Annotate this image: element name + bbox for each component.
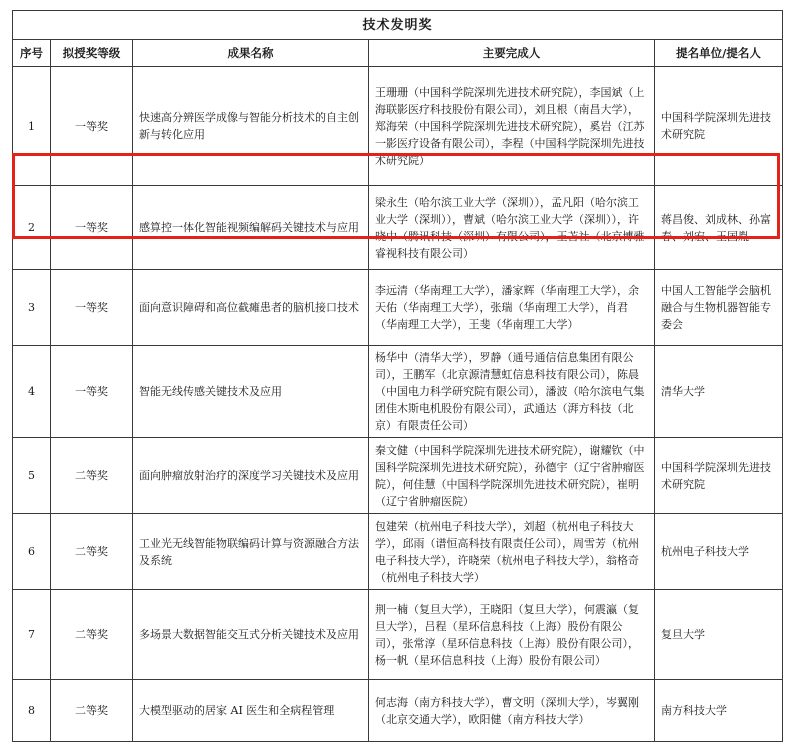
row-nominator: 蒋昌俊、刘成林、孙富春、刘宏、王国胤: [655, 186, 783, 270]
row-index: 6: [13, 514, 51, 590]
table-row: [13, 270, 783, 346]
row-level: 二等奖: [51, 680, 133, 742]
row-index: 4: [13, 346, 51, 438]
row-achievement: 快速高分辨医学成像与智能分析技术的自主创新与转化应用: [133, 67, 369, 186]
row-people: 何志海（南方科技大学），曹文明（深圳大学），岑翼刚（北京交通大学），欧阳健（南方科技大学）: [369, 680, 655, 742]
header-level: 拟授奖等级: [51, 40, 133, 67]
table-row: [13, 590, 783, 680]
table-row: [13, 514, 783, 590]
award-table-container: [12, 10, 782, 742]
row-index: 5: [13, 438, 51, 514]
row-nominator: 中国科学院深圳先进技术研究院: [655, 67, 783, 186]
row-index: 1: [13, 67, 51, 186]
row-nominator: 杭州电子科技大学: [655, 514, 783, 590]
row-level: 二等奖: [51, 438, 133, 514]
row-people: 荆一楠（复旦大学），王晓阳（复旦大学），何震瀛（复旦大学），吕程（星环信息科技（上海）股份有限公司），张常淳（星环信息科技（上海）股份有限公司），杨一帆（星环信息科技（上海）股份有限公司）: [369, 590, 655, 680]
row-achievement: 面向意识障碍和高位截瘫患者的脑机接口技术: [133, 270, 369, 346]
row-achievement: 面向肿瘤放射治疗的深度学习关键技术及应用: [133, 438, 369, 514]
row-people: 李远清（华南理工大学），潘家辉（华南理工大学），余天佑（华南理工大学），张瑞（华南理工大学），肖君（华南理工大学），王斐（华南理工大学）: [369, 270, 655, 346]
row-people: 王珊珊（中国科学院深圳先进技术研究院），李国斌（上海联影医疗科技股份有限公司），刘且根（南昌大学），郑海荣（中国科学院深圳先进技术研究院），奚岩（江苏一影医疗设备有限公司），李程（中国科学院深圳先进技术研究院）: [369, 67, 655, 186]
row-level: 二等奖: [51, 590, 133, 680]
award-table: [12, 10, 783, 742]
row-people: 秦文健（中国科学院深圳先进技术研究院），谢耀钦（中国科学院深圳先进技术研究院），孙德宇（辽宁省肿瘤医院），何佳慧（中国科学院深圳先进技术研究院），崔明（辽宁省肿瘤医院）: [369, 438, 655, 514]
row-index: 2: [13, 186, 51, 270]
row-people: 梁永生（哈尔滨工业大学（深圳）），孟凡阳（哈尔滨工业大学（深圳）），曹斌（哈尔滨工业大学（深圳）），许晓中（腾讯科技（深圳）有限公司），王苫社（北京博雅睿视科技有限公司）: [369, 186, 655, 270]
row-nominator: 中国科学院深圳先进技术研究院: [655, 438, 783, 514]
row-people: 包建荣（杭州电子科技大学），刘超（杭州电子科技大学），邱雨（谱恒高科技有限责任公司），周雪芳（杭州电子科技大学），许晓荣（杭州电子科技大学），翁格奇（杭州电子科技大学）: [369, 514, 655, 590]
table-row: [13, 67, 783, 186]
row-achievement: 感算控一体化智能视频编解码关键技术与应用: [133, 186, 369, 270]
row-level: 一等奖: [51, 346, 133, 438]
table-row: [13, 346, 783, 438]
row-index: 3: [13, 270, 51, 346]
row-level: 一等奖: [51, 186, 133, 270]
row-achievement: 大模型驱动的居家 AI 医生和全病程管理: [133, 680, 369, 742]
row-nominator: 清华大学: [655, 346, 783, 438]
row-nominator: 中国人工智能学会脑机融合与生物机器智能专委会: [655, 270, 783, 346]
table-row: [13, 680, 783, 742]
header-index: 序号: [13, 40, 51, 67]
table-row: [13, 438, 783, 514]
row-achievement: 多场景大数据智能交互式分析关键技术及应用: [133, 590, 369, 680]
table-row: [13, 186, 783, 270]
header-achievement: 成果名称: [133, 40, 369, 67]
row-index: 7: [13, 590, 51, 680]
row-achievement: 工业光无线智能物联编码计算与资源融合方法及系统: [133, 514, 369, 590]
row-people: 杨华中（清华大学），罗静（通号通信信息集团有限公司），王鹏军（北京源清慧虹信息科技有限公司），陈晨（中国电力科学研究院有限公司），潘波（哈尔滨电气集团佳木斯电机股份有限公司），武通达（湃方科技（北京）有限责任公司）: [369, 346, 655, 438]
row-level: 一等奖: [51, 67, 133, 186]
row-nominator: 南方科技大学: [655, 680, 783, 742]
row-nominator: 复旦大学: [655, 590, 783, 680]
row-achievement: 智能无线传感关键技术及应用: [133, 346, 369, 438]
table-title: 技术发明奖: [13, 11, 783, 40]
row-index: 8: [13, 680, 51, 742]
row-level: 一等奖: [51, 270, 133, 346]
header-nominator: 提名单位/提名人: [655, 40, 783, 67]
table-title-row: [13, 11, 783, 40]
header-people: 主要完成人: [369, 40, 655, 67]
row-level: 二等奖: [51, 514, 133, 590]
table-header-row: [13, 40, 783, 67]
